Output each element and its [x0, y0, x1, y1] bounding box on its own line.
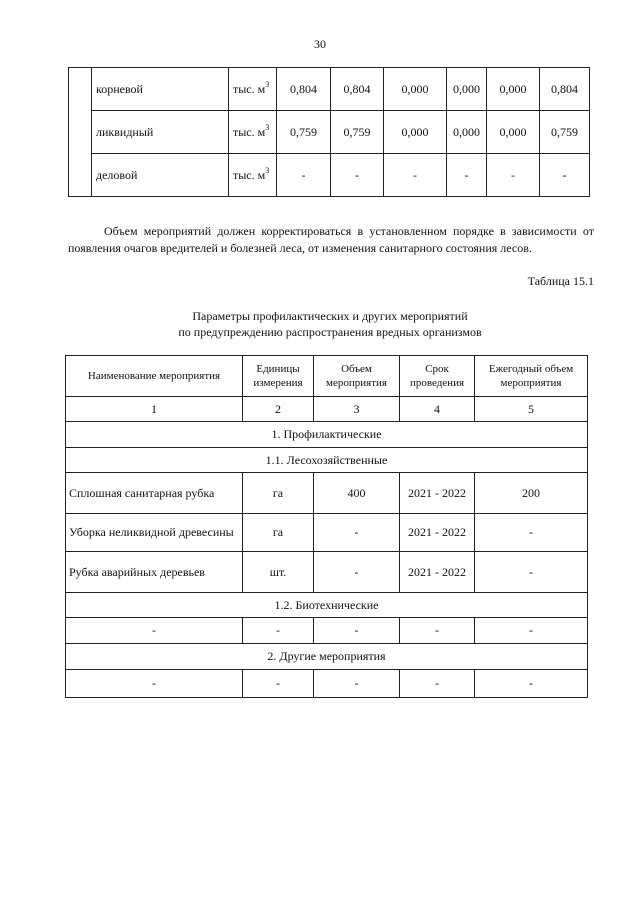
value-cell: -	[447, 154, 487, 197]
table-row	[66, 670, 588, 698]
column-header: Срок проведения	[400, 356, 475, 397]
measure-name: Рубка аварийных деревьев	[66, 552, 243, 593]
value-cell: 0,000	[487, 111, 540, 154]
annual-cell: -	[475, 514, 588, 552]
caption-line: Параметры профилактических и других мероприятий	[192, 309, 468, 323]
empty-cell: -	[400, 670, 475, 698]
value-cell: 0,804	[540, 68, 590, 111]
unit-cell: тыс. $м^3$	[229, 68, 277, 111]
section-row	[66, 644, 588, 670]
table-row	[66, 514, 588, 552]
period-cell: 2021 - 2022	[400, 473, 475, 514]
annual-cell: -	[475, 552, 588, 593]
value-cell: -	[277, 154, 331, 197]
section-title: 2. Другие мероприятия	[66, 644, 588, 670]
value-cell: 0,000	[384, 111, 447, 154]
volume-cell: 400	[314, 473, 400, 514]
table-row	[66, 473, 588, 514]
empty-cell: -	[475, 618, 588, 644]
caption-line: по предупреждению распространения вредных организмов	[178, 325, 482, 339]
value-cell: 0,000	[447, 111, 487, 154]
unit-cell: га	[243, 514, 314, 552]
value-cell: 0,804	[277, 68, 331, 111]
table-row	[69, 154, 590, 197]
empty-cell: -	[475, 670, 588, 698]
measures-table	[65, 355, 588, 698]
period-cell: 2021 - 2022	[400, 552, 475, 593]
empty-cell: -	[243, 618, 314, 644]
annual-cell: 200	[475, 473, 588, 514]
subsection-title: 1.1. Лесохозяйственные	[66, 448, 588, 473]
measure-name: Сплошная санитарная рубка	[66, 473, 243, 514]
empty-cell: -	[66, 618, 243, 644]
subsection-title: 1.2. Биотехнические	[66, 593, 588, 618]
unit-cell: шт.	[243, 552, 314, 593]
column-header: Наименование мероприятия	[66, 356, 243, 397]
unit-cell: тыс. $м^3$	[229, 154, 277, 197]
column-number: 4	[400, 397, 475, 422]
column-header: Объем мероприятия	[314, 356, 400, 397]
section-title: 1. Профилактические	[66, 422, 588, 448]
row-label: корневой	[92, 68, 229, 111]
unit-cell: га	[243, 473, 314, 514]
value-cell: -	[540, 154, 590, 197]
column-number: 1	[66, 397, 243, 422]
subsection-row	[66, 593, 588, 618]
value-cell: -	[487, 154, 540, 197]
measure-name: Уборка неликвидной древесины	[66, 514, 243, 552]
value-cell: -	[384, 154, 447, 197]
body-paragraph: Объем мероприятий должен корректироваться в установленном порядке в зависимости от появления очагов вредителей и болезней леса, от изменения санитарного состояния лесов.	[68, 224, 594, 255]
value-cell: 0,804	[331, 68, 384, 111]
empty-cell: -	[243, 670, 314, 698]
value-cell: 0,000	[384, 68, 447, 111]
page-number: 30	[314, 37, 326, 51]
unit-cell: тыс. $м^3$	[229, 111, 277, 154]
table-row	[69, 111, 590, 154]
value-cell: 0,000	[487, 68, 540, 111]
row-label: ликвидный	[92, 111, 229, 154]
value-cell: 0,759	[331, 111, 384, 154]
column-number: 3	[314, 397, 400, 422]
column-header: Единицы измерения	[243, 356, 314, 397]
volume-table-continuation	[68, 67, 590, 197]
table-row	[69, 68, 590, 111]
table-header-row	[66, 356, 588, 397]
table-label: Таблица 15.1	[527, 274, 594, 288]
column-number: 5	[475, 397, 588, 422]
period-cell: 2021 - 2022	[400, 514, 475, 552]
column-header: Ежегодный объем мероприятия	[475, 356, 588, 397]
table-row	[66, 552, 588, 593]
subsection-row	[66, 448, 588, 473]
row-label: деловой	[92, 154, 229, 197]
table-caption	[0, 308, 640, 340]
value-cell: -	[331, 154, 384, 197]
column-number: 2	[243, 397, 314, 422]
volume-cell: -	[314, 514, 400, 552]
empty-cell: -	[400, 618, 475, 644]
column-number-row	[66, 397, 588, 422]
value-cell: 0,759	[277, 111, 331, 154]
blank-cell	[69, 68, 92, 197]
value-cell: 0,759	[540, 111, 590, 154]
table-row	[66, 618, 588, 644]
section-row	[66, 422, 588, 448]
value-cell: 0,000	[447, 68, 487, 111]
empty-cell: -	[314, 618, 400, 644]
empty-cell: -	[314, 670, 400, 698]
volume-cell: -	[314, 552, 400, 593]
empty-cell: -	[66, 670, 243, 698]
